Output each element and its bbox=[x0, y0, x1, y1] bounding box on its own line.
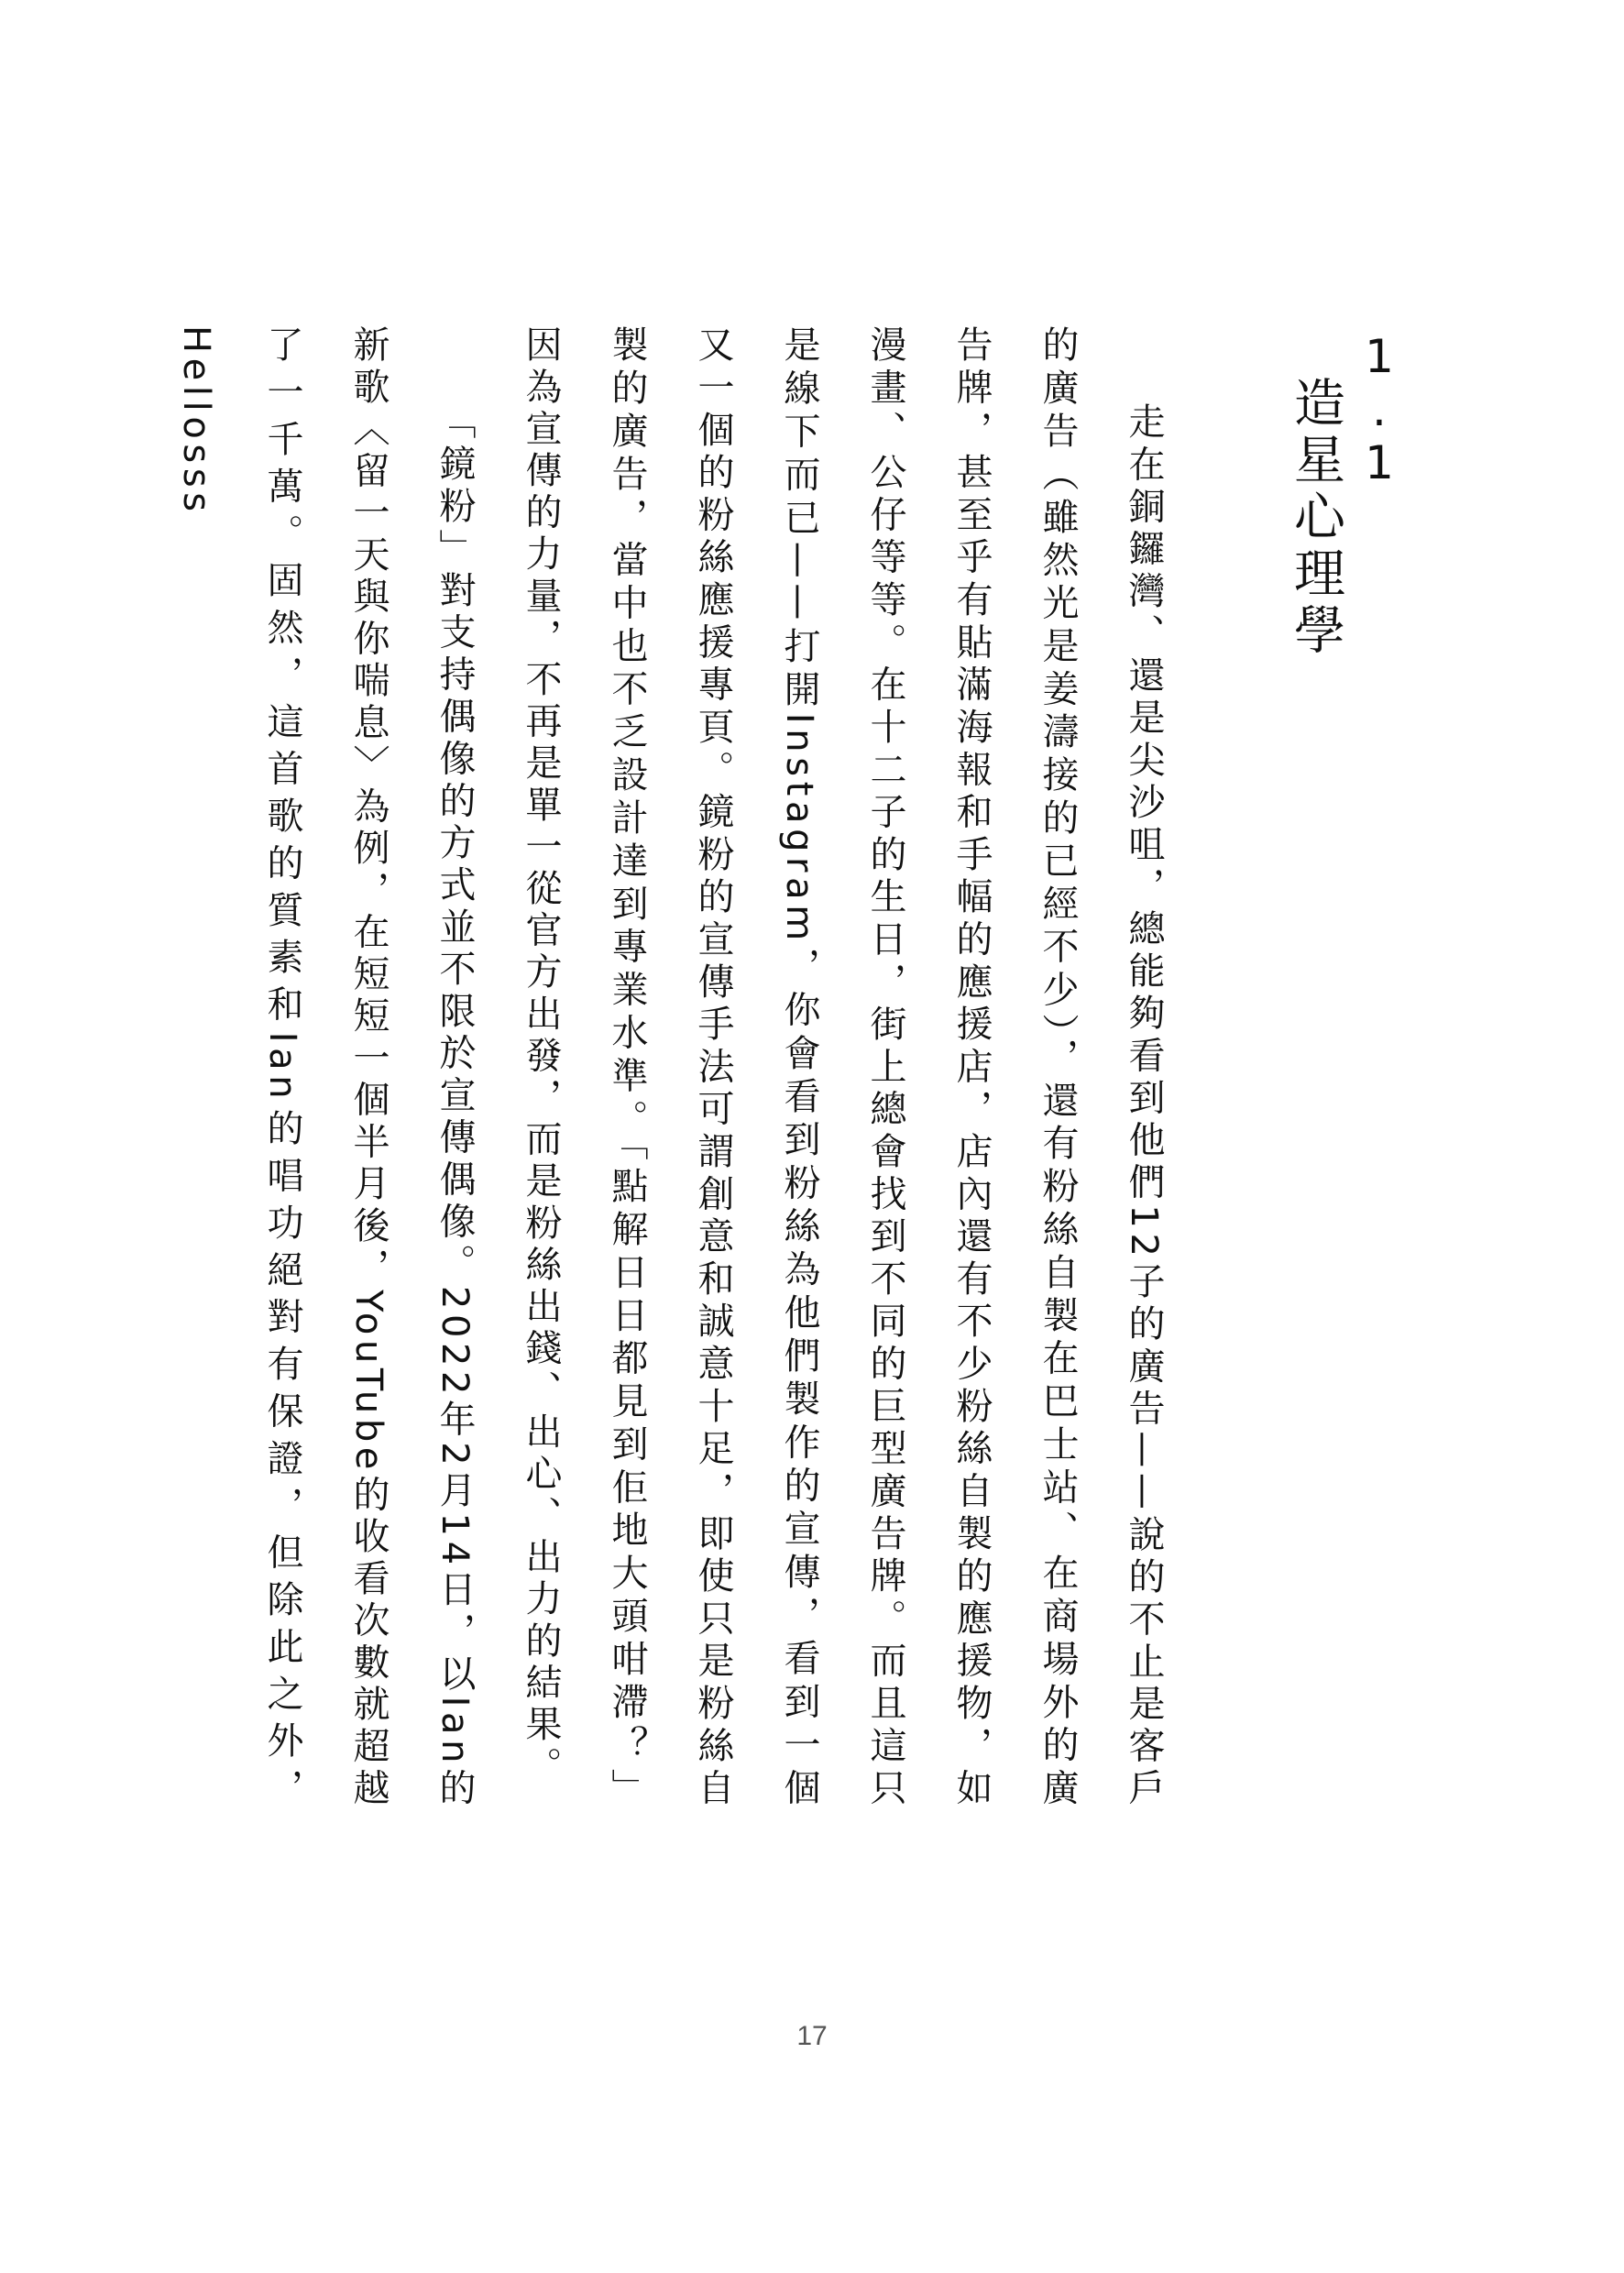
chapter-number: 1.1 bbox=[1353, 330, 1406, 489]
chapter-heading bbox=[1286, 330, 1411, 752]
page-number: 17 bbox=[796, 2021, 828, 2051]
body-text bbox=[175, 325, 1187, 1810]
paragraph-1: 走在銅鑼灣、還是尖沙咀，總能夠看到他們12子的廣告——說的不止是客戶的廣告（雖然光是姜濤接的已經不少），還有粉絲自製在巴士站、在商場外的廣告牌，甚至乎有貼滿海報和手幅的應援店，店內還有不少粉絲自製的應援物，如漫畫、公仔等等。在十二子的生日，街上總會找到不同的巨型廣告牌。而且這只是線下而已——打開Instagram，你會看到粉絲為他們製作的宣傳，看到一個又一個的粉絲應援專頁。鏡粉的宣傳手法可謂創意和誠意十足，即使只是粉絲自製的廣告，當中也不乏設計達到專業水準。「點解日日都見到佢地大頭咁滯？」因為宣傳的力量，不再是單一從官方出發，而是粉絲出錢、出心、出力的結果。 bbox=[520, 325, 1165, 1810]
chapter-title: 造星心理學 bbox=[1286, 376, 1345, 660]
paragraph-2: 「鏡粉」對支持偶像的方式並不限於宣傳偶像。2022年2月14日，以Ian的新歌〈留一天與你喘息〉為例，在短短一個半月後，YouTube的收看次數就超越了一千萬。固然，這首歌的質素和Ian的唱功絕對有保證，但除此之外，Hellosss bbox=[175, 325, 476, 1810]
